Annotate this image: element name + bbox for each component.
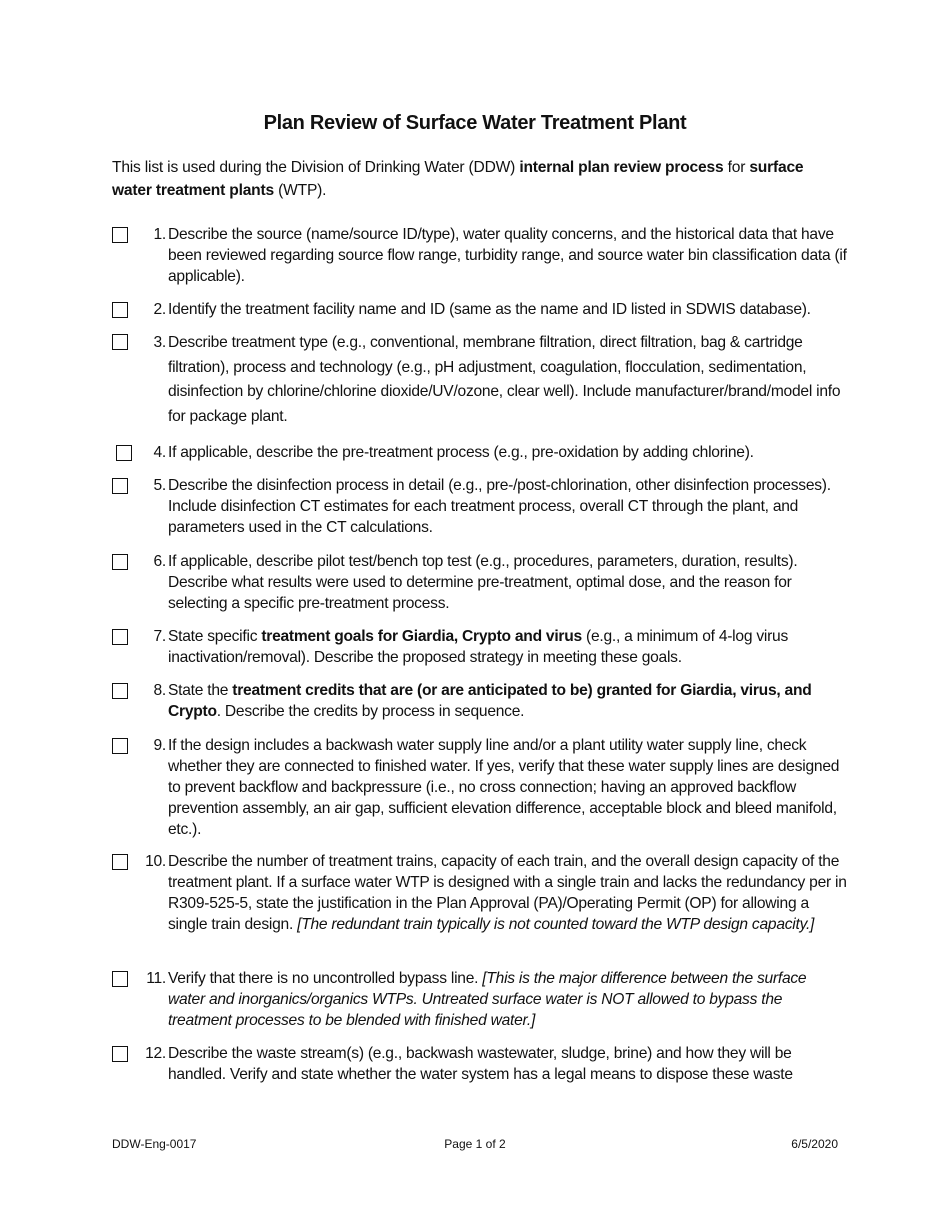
item-bold-text: treatment goals for Giardia, Crypto and virus (261, 628, 582, 645)
intro-paragraph (112, 156, 842, 202)
checkbox-10[interactable] (112, 854, 128, 870)
item-text: State the treatment credits that are (or are anticipated to be) granted for Giardia, virus, and Crypto. Describe the credits by process in sequence. (168, 682, 812, 720)
item-number: 9. (153, 737, 166, 754)
checkbox-1[interactable] (112, 227, 128, 243)
item-text: State specific treatment goals for Giardia, Crypto and virus (e.g., a minimum of 4-log virus inactivation/removal). Describe the proposed strategy in meeting these goals. (168, 628, 789, 666)
footer-doc-id: DDW-Eng-0017 (112, 1137, 197, 1151)
checklist-item-8 (112, 680, 847, 722)
intro-text-2: for (723, 159, 750, 176)
item-text: Describe treatment type (e.g., conventional, membrane filtration, direct filtration, bag & cartridge filtration), process and technology (e.g., pH adjustment, coagulation, flocculation, sedimentation, disinfection by chlorine/chlorine dioxide/UV/ozone, clear well). Include manufacturer/brand/model info for package plant. (168, 334, 841, 425)
item-text: Identify the treatment facility name and ID (same as the name and ID listed in SDWIS database). (168, 301, 811, 318)
item-text: Describe the waste stream(s) (e.g., backwash wastewater, sludge, brine) and how they will be handled. Verify and state whether the water system has a legal means to dispose these waste (168, 1045, 793, 1083)
item-text: If applicable, describe the pre-treatment process (e.g., pre-oxidation by adding chlorine). (168, 444, 754, 461)
item-text: Describe the disinfection process in detail (e.g., pre-/post-chlorination, other disinfection processes). Include disinfection CT estimates for each treatment process, overall CT through the plant, and parameters used in the CT calculations. (168, 477, 831, 536)
checkbox-3[interactable] (112, 334, 128, 350)
checkbox-9[interactable] (112, 738, 128, 754)
item-number: 12. (145, 1045, 166, 1062)
item-bold-text: treatment credits that are (or are anticipated to be) granted for Giardia, virus, and Crypto (168, 682, 812, 720)
item-number: 6. (153, 553, 166, 570)
item-number: 10. (145, 853, 166, 870)
item-text: If the design includes a backwash water supply line and/or a plant utility water supply line, check whether they are connected to finished water. If yes, verify that these water supply lines are designed to prevent backflow and backpressure (i.e., no cross connection; having an approved backflow prevention assembly, an air gap, sufficient elevation difference, acceptable block and bleed manifold, etc.). (168, 737, 840, 838)
checkbox-11[interactable] (112, 971, 128, 987)
item-number: 11. (146, 970, 166, 987)
item-text: Describe the number of treatment trains, capacity of each train, and the overall design capacity of the treatment plant. If a surface water WTP is designed with a single train and lacks the redundancy per in R309-525-5, state the justification in the Plan Approval (PA)/Operating Permit (OP) for allowing a single train design. [The redundant train typically is not counted toward the WTP design capacity.] (168, 853, 847, 933)
item-text: Verify that there is no uncontrolled bypass line. [This is the major difference between the surface water and inorganics/organics WTPs. Untreated surface water is NOT allowed to bypass the treatment processes to be blended with finished water.] (168, 970, 807, 1029)
item-number: 3. (153, 334, 166, 351)
checkbox-4[interactable] (116, 445, 132, 461)
intro-text-3: (WTP). (273, 182, 327, 199)
item-number: 1. (153, 226, 166, 243)
checklist-item-2 (112, 299, 847, 320)
checklist-item-4 (112, 442, 847, 463)
page-title: Plan Review of Surface Water Treatment Plant (263, 112, 687, 134)
checkbox-6[interactable] (112, 554, 128, 570)
checkbox-5[interactable] (112, 478, 128, 494)
checklist-item-7 (112, 626, 847, 668)
item-italic-note: [The redundant train typically is not counted toward the WTP design capacity.] (297, 916, 815, 933)
checklist-item-1 (112, 224, 847, 287)
intro-bold-process: internal plan review process (519, 159, 724, 176)
checkbox-2[interactable] (112, 302, 128, 318)
checklist-item-10 (112, 851, 847, 935)
checkbox-7[interactable] (112, 629, 128, 645)
checkbox-8[interactable] (112, 683, 128, 699)
footer-page-number: Page 1 of 2 (444, 1137, 506, 1151)
item-number: 4. (153, 444, 166, 461)
checklist-item-5 (112, 475, 847, 538)
checklist-item-3 (112, 331, 847, 429)
checklist-item-9 (112, 735, 847, 840)
item-text: Describe the source (name/source ID/type), water quality concerns, and the historical data that have been reviewed regarding source flow range, turbidity range, and source water bin classification data (if applicable). (168, 226, 847, 285)
checkbox-12[interactable] (112, 1046, 128, 1062)
checklist-item-12 (112, 1043, 847, 1085)
checklist-item-11 (112, 968, 847, 1031)
item-number: 2. (153, 301, 166, 318)
item-text: If applicable, describe pilot test/bench top test (e.g., procedures, parameters, duration, results). Describe what results were used to determine pre-treatment, optimal dose, and the reason for selecting a specific pre-treatment process. (168, 553, 798, 612)
intro-bold-plants: surface water treatment plants (112, 159, 804, 199)
checklist-item-6 (112, 551, 847, 614)
item-number: 5. (153, 477, 166, 494)
item-number: 7. (153, 628, 166, 645)
item-italic-note: [This is the major difference between the surface water and inorganics/organics WTPs. Untreated surface water is NOT allowed to bypass the treatment processes to be blended with finished water.] (168, 970, 807, 1029)
item-number: 8. (153, 682, 166, 699)
intro-text-1: This list is used during the Division of Drinking Water (DDW) (112, 159, 520, 176)
footer-date: 6/5/2020 (791, 1137, 838, 1151)
